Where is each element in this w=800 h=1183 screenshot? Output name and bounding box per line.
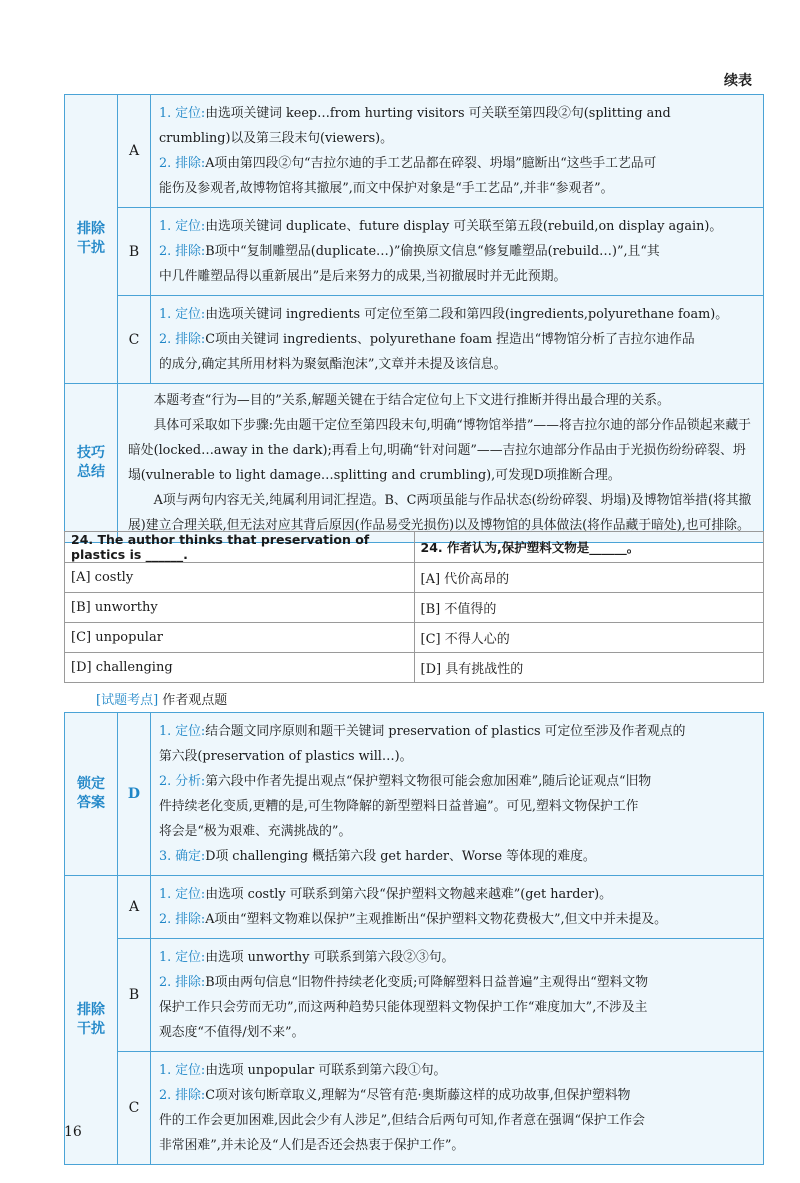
text-line: 1. 定位:由选项 costly 可联系到第六段“保护塑料文物越来越难”(get harder)。 xyxy=(159,887,612,902)
text-line: 能伤及参观者,故博物馆将其撤展”,而文中保护对象是“手工艺品”,并非“参观者”。 xyxy=(159,181,614,196)
answer-row xyxy=(118,713,763,875)
option-en: [D] challenging xyxy=(65,653,415,683)
analysis-panel-q24 xyxy=(64,712,764,1165)
option-group xyxy=(118,876,763,1164)
text-line: 第六段(preservation of plastics will…)。 xyxy=(159,749,413,764)
exam-point-bracket: [试题考点] xyxy=(96,693,159,708)
answer-section xyxy=(65,713,763,875)
text-line: 非常困难”,并未论及“人们是否还会热衷于保护工作”。 xyxy=(159,1138,465,1153)
text-line: 2. 排除:B项由两句信息“旧物件持续老化变质;可降解塑料日益普遍”主观得出“塑料文物 xyxy=(159,975,649,990)
eliminate-label: 排除干扰 xyxy=(65,876,118,1164)
exam-point xyxy=(96,689,227,708)
eliminate-section xyxy=(65,875,763,1164)
option-row-c xyxy=(118,295,763,383)
eliminate-section xyxy=(65,95,763,383)
option-zh: [C] 不得人心的 xyxy=(414,623,764,653)
option-analysis xyxy=(151,95,763,207)
answer-content xyxy=(151,713,763,875)
text-line: 件的工作会更加困难,因此会少有人涉足”,但结合后两句可知,作者意在强调“保护工作会 xyxy=(159,1113,645,1128)
option-row xyxy=(65,593,764,623)
option-en: [B] unworthy xyxy=(65,593,415,623)
answer-label: 锁定答案 xyxy=(65,713,118,875)
option-row-b xyxy=(118,207,763,295)
question-stem-row xyxy=(65,532,764,563)
text-line: 1. 定位:由选项关键词 ingredients 可定位至第二段和第四段(ingredients,polyurethane foam)。 xyxy=(159,307,729,322)
option-letter: B xyxy=(118,939,151,1051)
option-en: [C] unpopular xyxy=(65,623,415,653)
answer-letter: D xyxy=(118,713,151,875)
option-letter: C xyxy=(118,1052,151,1164)
option-letter: A xyxy=(118,95,151,207)
skill-section xyxy=(65,383,763,542)
skill-paragraph: 具体可采取如下步骤:先由题干定位至第四段末句,明确“博物馆举措”——将吉拉尔迪的部分作品锁起来藏于暗处(locked…away in the dark);再看上句,明确“针对问题”——吉拉尔迪部分作品由于光损伤纷纷碎裂、坍塌(vulnerable to light damage…splitting and crumbling),可发现D项推断合理。 xyxy=(128,418,751,483)
text-line: 的成分,确定其所用材料为聚氨酯泡沫”,文章并未提及该信息。 xyxy=(159,357,507,372)
answer-group xyxy=(118,713,763,875)
text-line: 1. 定位:由选项 unpopular 可联系到第六段①句。 xyxy=(159,1063,447,1078)
option-letter: A xyxy=(118,876,151,938)
option-group xyxy=(118,95,763,383)
option-letter: B xyxy=(118,208,151,295)
text-line: 1. 定位:由选项 unworthy 可联系到第六段②③句。 xyxy=(159,950,455,965)
option-zh: [B] 不值得的 xyxy=(414,593,764,623)
text-line: 2. 排除:B项中“复制雕塑品(duplicate…)”偷换原文信息“修复雕塑品(rebuild…)”,且“其 xyxy=(159,244,660,259)
text-line: 观态度“不值得/划不来”。 xyxy=(159,1025,305,1040)
option-zh: [A] 代价高昂的 xyxy=(414,563,764,593)
option-analysis xyxy=(151,876,763,938)
eliminate-label: 排除干扰 xyxy=(65,95,118,383)
option-analysis xyxy=(151,208,763,295)
text-line: 2. 排除:A项由第四段②句“吉拉尔迪的手工艺品都在碎裂、坍塌”臆断出“这些手工艺品可 xyxy=(159,156,657,171)
option-row-a xyxy=(118,876,763,938)
text-line: 保护工作只会劳而无功”,而这两种趋势只能体现塑料文物保护工作“难度加大”,不涉及主 xyxy=(159,1000,648,1015)
text-line: 2. 排除:A项由“塑料文物难以保护”主观推断出“保护塑料文物花费极大”,但文中并未提及。 xyxy=(159,912,667,927)
text-line: 1. 定位:由选项关键词 duplicate、future display 可关联至第五段(rebuild,on display again)。 xyxy=(159,219,723,234)
skill-summary xyxy=(118,384,763,542)
question-table xyxy=(64,531,764,683)
text-line: 3. 确定:D项 challenging 概括第六段 get harder、Worse 等体现的难度。 xyxy=(159,849,596,864)
option-row-b xyxy=(118,938,763,1051)
skill-paragraph: 本题考查“行为—目的”关系,解题关键在于结合定位句上下文进行推断并得出最合理的关系。 xyxy=(153,393,670,408)
stem-zh: 24. 作者认为,保护塑料文物是______。 xyxy=(414,532,764,563)
option-analysis xyxy=(151,296,763,383)
text-line: crumbling)以及第三段末句(viewers)。 xyxy=(159,131,393,146)
option-en: [A] costly xyxy=(65,563,415,593)
stem-en: 24. The author thinks that preservation of plastics is ______. xyxy=(65,532,415,563)
option-zh: [D] 具有挑战性的 xyxy=(414,653,764,683)
option-row-a xyxy=(118,95,763,207)
exam-point-text: 作者观点题 xyxy=(162,693,228,708)
text-line: 2. 排除:C项由关键词 ingredients、polyurethane foam 捏造出“博物馆分析了吉拉尔迪作品 xyxy=(159,332,695,347)
option-letter: C xyxy=(118,296,151,383)
option-analysis xyxy=(151,939,763,1051)
text-line: 中几件雕塑品得以重新展出”是后来努力的成果,当初撤展时并无此预期。 xyxy=(159,269,567,284)
option-row xyxy=(65,653,764,683)
text-line: 将会是“极为艰难、充满挑战的”。 xyxy=(159,824,352,839)
text-line: 1. 定位:由选项关键词 keep…from hurting visitors 可关联至第四段②句(splitting and xyxy=(159,106,671,121)
option-row-c xyxy=(118,1051,763,1164)
option-row xyxy=(65,563,764,593)
analysis-panel-q23 xyxy=(64,94,764,543)
skill-label: 技巧总结 xyxy=(65,384,118,542)
text-line: 件持续老化变质,更糟的是,可生物降解的新型塑料日益普遍”。可见,塑料文物保护工作 xyxy=(159,799,639,814)
option-analysis xyxy=(151,1052,763,1164)
skill-paragraph: A项与两句内容无关,纯属利用词汇捏造。B、C两项虽能与作品状态(纷纷碎裂、坍塌)及博物馆举措(将其撤展)建立合理关联,但无法对应其背后原因(作品易受光损伤)以及博物馆的具体做法(将作品藏于暗处),也可排除。 xyxy=(128,493,752,533)
text-line: 1. 定位:结合题文同序原则和题干关键词 preservation of plastics 可定位至涉及作者观点的 xyxy=(159,724,686,739)
text-line: 2. 排除:C项对该句断章取义,理解为“尽管有范·奥斯藤这样的成功故事,但保护塑料物 xyxy=(159,1088,631,1103)
text-line: 2. 分析:第六段中作者先提出观点“保护塑料文物很可能会愈加困难”,随后论证观点“旧物 xyxy=(159,774,652,789)
page-number: 16 xyxy=(64,1124,82,1140)
continued-label: 续表 xyxy=(724,73,752,89)
option-row xyxy=(65,623,764,653)
